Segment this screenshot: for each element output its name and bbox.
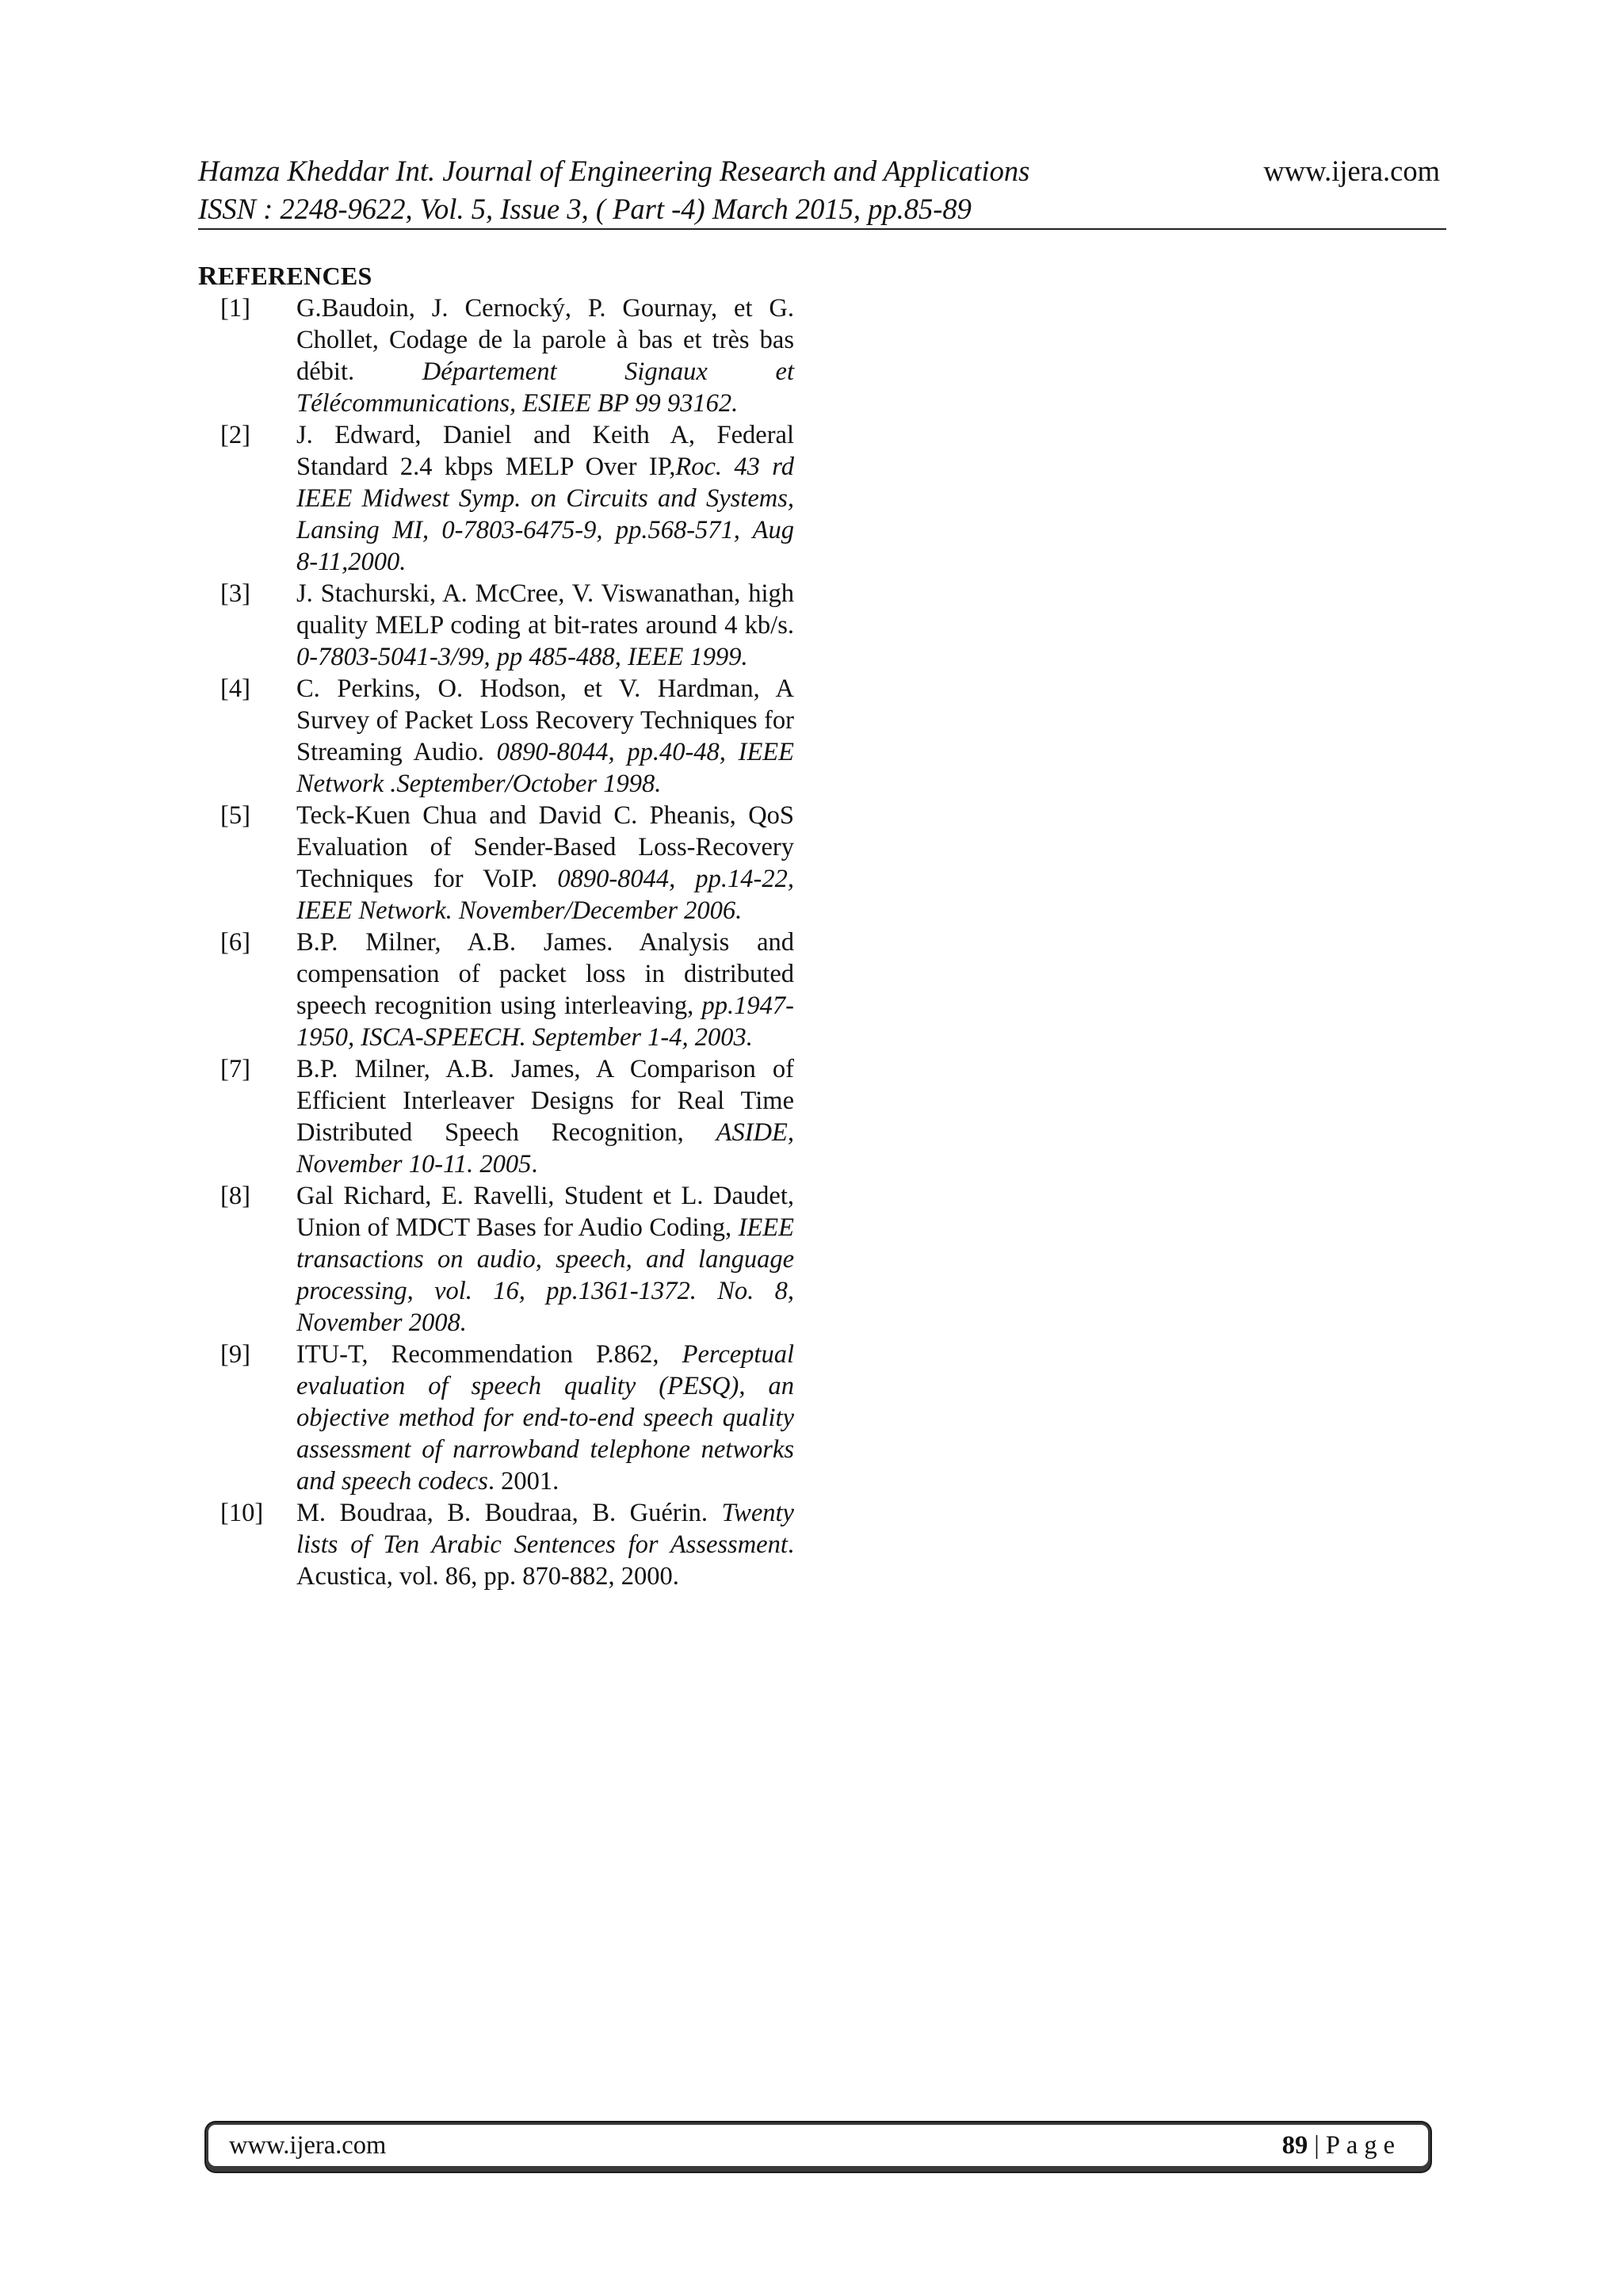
references-section	[198, 260, 794, 1592]
reference-source: ASIDE, November 10-11. 2005	[296, 1118, 794, 1179]
reference-item	[198, 1180, 794, 1339]
reference-item	[198, 800, 794, 926]
reference-source: 0890-8044, pp.14-22, IEEE Network. November/December 2006.	[296, 865, 795, 925]
reference-tail: .	[531, 1150, 538, 1179]
reference-source: Twenty lists of Ten Arabic Sentences for Assessment	[296, 1499, 794, 1559]
references-heading-initial: R	[198, 262, 218, 291]
reference-text	[296, 926, 794, 1053]
reference-source: 0890-8044, pp.40-48, IEEE Network .September/October 1998.	[296, 738, 795, 798]
reference-item	[198, 419, 794, 578]
reference-authors-title: M. Boudraa, B. Boudraa, B. Guérin.	[296, 1499, 722, 1527]
page-footer	[206, 2122, 1430, 2172]
reference-number: [3]	[220, 579, 250, 608]
page-header	[198, 152, 1446, 228]
header-line-1	[198, 152, 1446, 190]
reference-item	[198, 926, 794, 1053]
reference-number: [8]	[220, 1182, 250, 1210]
footer-inner	[208, 2125, 1428, 2166]
reference-source: Perceptual evaluation of speech quality (PESQ), an objective method for end-to-end speech quality assessment of narrowband telephone networks and speech codecs	[296, 1340, 794, 1496]
reference-number: [6]	[220, 928, 250, 957]
reference-number: [9]	[220, 1340, 250, 1369]
reference-authors-title: B.P. Milner, A.B. James. Analysis and compensation of packet loss in distributed speech recognition using interleaving,	[296, 928, 794, 1020]
footer-page-indicator	[1282, 2125, 1401, 2166]
reference-authors-title: Teck-Kuen Chua and David C. Pheanis, QoS Evaluation of Sender-Based Loss-Recovery Techniques for VoIP.	[296, 801, 794, 893]
reference-tail: . 2001.	[487, 1467, 559, 1496]
reference-item	[198, 292, 794, 419]
reference-text	[296, 673, 794, 800]
journal-title: Hamza Kheddar Int. Journal of Engineering Research and Applications	[198, 155, 1030, 187]
reference-text	[296, 1497, 794, 1592]
reference-text	[296, 1339, 794, 1497]
reference-authors-title: J. Edward, Daniel and Keith A, Federal Standard 2.4 kbps MELP Over IP,	[296, 421, 794, 481]
footer-website-link[interactable]: www.ijera.com	[229, 2131, 387, 2160]
reference-source: IEEE transactions on audio, speech, and language processing, vol. 16, pp.1361-1372. No. 8, November 2008.	[296, 1213, 794, 1337]
reference-number: [4]	[220, 674, 250, 703]
reference-text	[296, 800, 794, 926]
page-number: 89	[1281, 2131, 1308, 2160]
header-website-link[interactable]: www.ijera.com	[1263, 155, 1440, 187]
reference-authors-title: C. Perkins, O. Hodson, et V. Hardman, A Survey of Packet Loss Recovery Techniques for Streaming Audio.	[296, 674, 794, 766]
reference-source: 0-7803-5041-3/99, pp 485-488, IEEE 1999.	[296, 643, 748, 671]
reference-number: [1]	[220, 294, 250, 323]
reference-item	[198, 578, 794, 673]
reference-item	[198, 1053, 794, 1180]
reference-number: [10]	[220, 1499, 264, 1527]
reference-authors-title: G.Baudoin, J. Cernocký, P. Gournay, et G. Chollet, Codage de la parole à bas et très bas débit.	[296, 294, 794, 386]
reference-source: Département Signaux et Télécommunications, ESIEE BP 99 93162.	[296, 357, 794, 418]
references-heading-rest: EFERENCES	[217, 262, 372, 290]
reference-list	[198, 292, 794, 1592]
reference-authors-title: Gal Richard, E. Ravelli, Student et L. Daudet, Union of MDCT Bases for Audio Coding,	[296, 1182, 794, 1242]
reference-text	[296, 292, 794, 419]
reference-authors-title: B.P. Milner, A.B. James, A Comparison of Efficient Interleaver Designs for Real Time Distributed Speech Recognition,	[296, 1055, 794, 1147]
reference-source: Roc. 43 rd IEEE Midwest Symp. on Circuits and Systems, Lansing MI, 0-7803-6475-9, pp.568-571, Aug 8-11,2000.	[296, 453, 794, 576]
reference-text	[296, 419, 794, 578]
issn-line: ISSN : 2248-9622, Vol. 5, Issue 3, ( Part -4) March 2015, pp.85-89	[198, 193, 972, 225]
reference-authors-title: J. Stachurski, A. McCree, V. Viswanathan, high quality MELP coding at bit-rates around 4 kb/s.	[296, 579, 794, 640]
reference-number: [7]	[220, 1055, 250, 1083]
reference-text	[296, 578, 794, 673]
reference-item	[198, 1497, 794, 1592]
reference-number: [2]	[220, 421, 250, 449]
reference-authors-title: ITU-T, Recommendation P.862,	[296, 1340, 682, 1369]
page-label: Page	[1325, 2131, 1401, 2160]
header-divider	[198, 228, 1446, 230]
reference-item	[198, 1339, 794, 1497]
reference-number: [5]	[220, 801, 250, 830]
reference-tail: . Acustica, vol. 86, pp. 870-882, 2000.	[296, 1530, 794, 1591]
reference-text	[296, 1053, 794, 1180]
reference-text	[296, 1180, 794, 1339]
references-heading	[198, 260, 794, 292]
reference-item	[198, 673, 794, 800]
page-separator: |	[1314, 2131, 1319, 2160]
reference-source: pp.1947- 1950, ISCA-SPEECH. September 1-4, 2003.	[296, 991, 794, 1052]
